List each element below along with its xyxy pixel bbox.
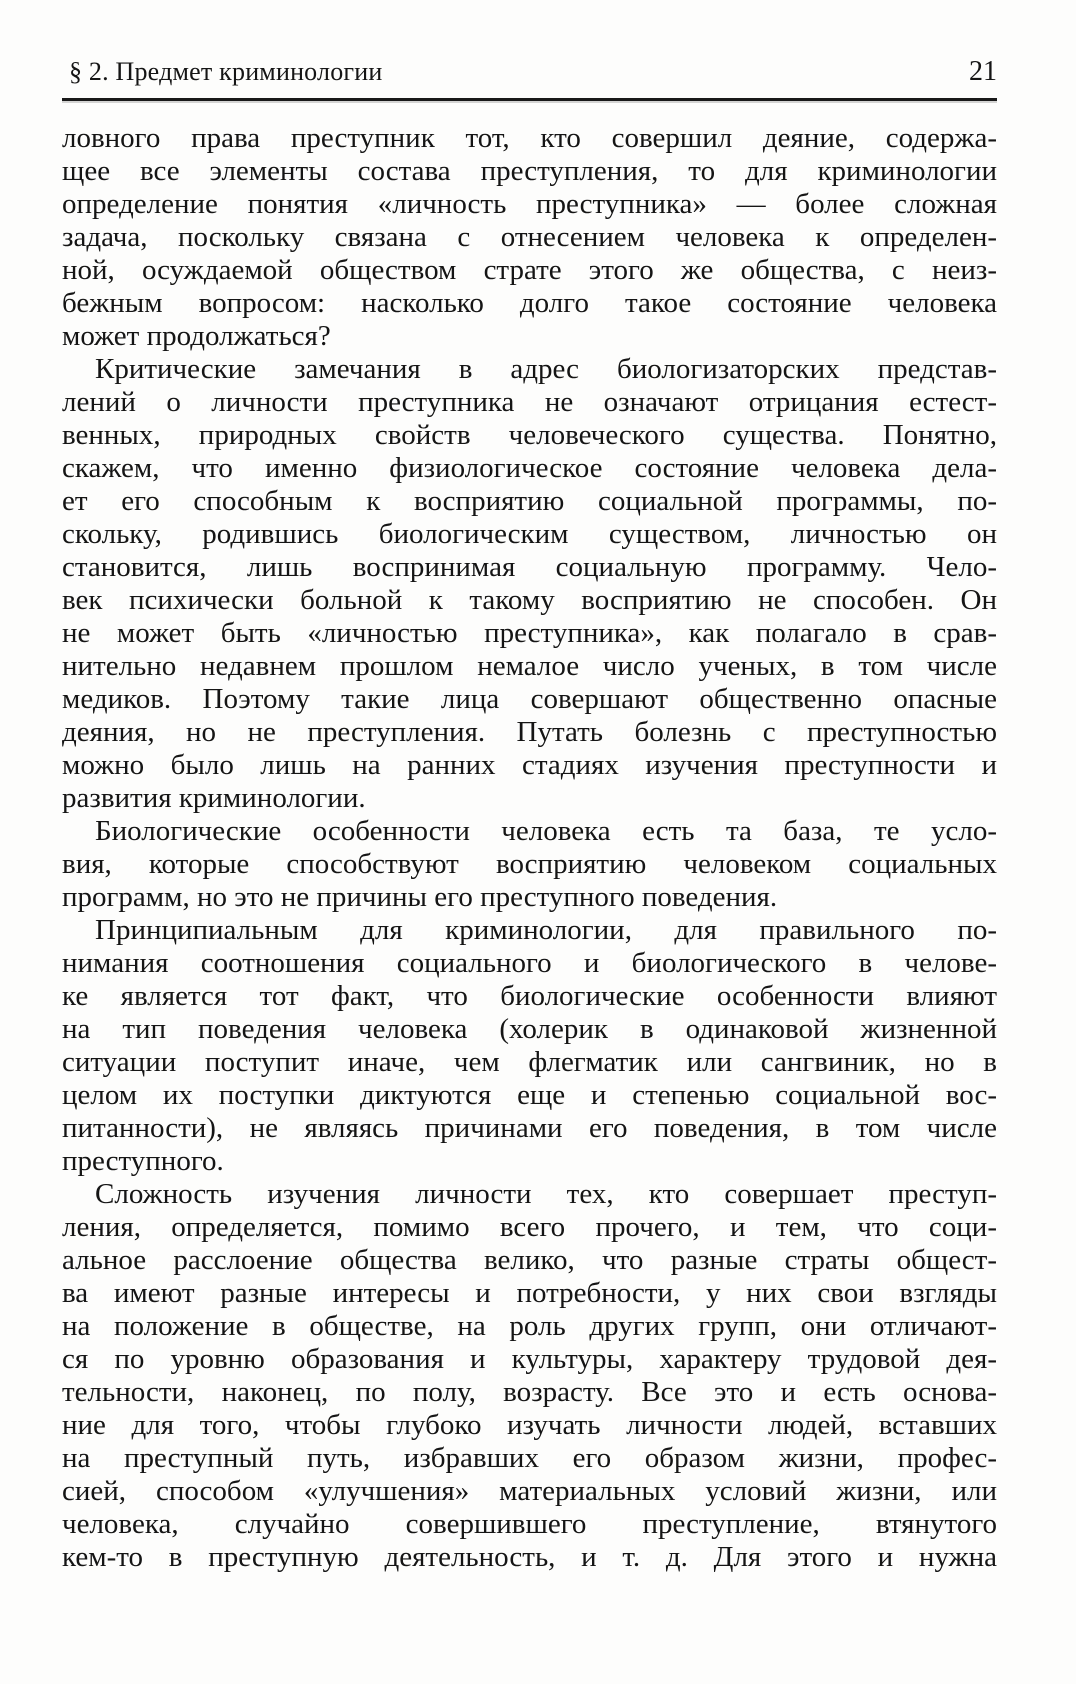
text-line: преступного. [62,1145,224,1177]
page-body [62,122,997,1574]
text-line: не может быть «личностью преступника», как полагало в срав- [62,617,997,649]
text-line: программ, но это не причины его преступного поведения. [62,881,778,913]
paragraph [62,1178,997,1574]
text-line: задача, поскольку связана с отнесением человека к определен- [62,221,997,253]
text-line: ке является тот факт, что биологические особенности влияют [62,980,997,1012]
text-line: ления, определяется, помимо всего прочего, и тем, что соци- [62,1211,997,1243]
text-line: человека, случайно совершившего преступление, втянутого [62,1508,997,1540]
text-line: вия, которые способствуют восприятию человеком социальных [62,848,997,880]
text-line: лений о личности преступника не означают отрицания естест- [62,386,997,418]
text-line: век психически больной к такому восприятию не способен. Он [62,584,997,616]
paragraph [62,353,997,815]
text-line: ной, осуждаемой обществом страте этого же общества, с неиз- [62,254,997,286]
text-line: кем-то в преступную деятельность, и т. д. Для этого и нужна [62,1541,997,1573]
text-line: тельности, наконец, по полу, возрасту. Все это и есть основа- [62,1376,997,1408]
paragraph [62,122,997,353]
text-line: может продолжаться? [62,320,331,352]
text-line: сией, способом «улучшения» материальных условий жизни, или [62,1475,997,1507]
text-line: на преступный путь, избравших его образом жизни, профес- [62,1442,997,1474]
text-line: Сложность изучения личности тех, кто совершает преступ- [95,1178,997,1210]
text-line: развития криминологии. [62,782,366,814]
text-line: определение понятия «личность преступника» — более сложная [62,188,997,220]
text-line: целом их поступки диктуются еще и степенью социальной вос- [62,1079,997,1111]
section-title: § 2. Предмет криминологии [69,57,383,86]
text-line: Принципиальным для криминологии, для правильного по- [95,914,997,946]
text-line: нительно недавнем прошлом немалое число ученых, в том числе [62,650,997,682]
text-line: щее все элементы состава преступления, то для криминологии [62,155,997,187]
text-line: скажем, что именно физиологическое состояние человека дела- [62,452,997,484]
text-line: Биологические особенности человека есть та база, те усло- [95,815,997,847]
text-line: бежным вопросом: насколько долго такое состояние человека [62,287,997,319]
text-line: питанности), не являясь причинами его поведения, в том числе [62,1112,997,1144]
text-line: на положение в обществе, на роль других групп, они отличают- [62,1310,997,1342]
text-line: венных, природных свойств человеческого существа. Понятно, [62,419,997,451]
text-line: альное расслоение общества велико, что разные страты общест- [62,1244,997,1276]
page-number: 21 [969,56,997,87]
text-line: ся по уровню образования и культуры, характеру трудовой дея- [62,1343,997,1375]
text-line: ситуации поступит иначе, чем флегматик или сангвиник, но в [62,1046,997,1078]
text-line: нимания соотношения социального и биологического в челове- [62,947,997,979]
text-line: ловного права преступник тот, кто совершил деяние, содержа- [62,122,997,154]
text-line: Критические замечания в адрес биологизаторских представ- [95,353,997,385]
text-line: можно было лишь на ранних стадиях изучения преступности и [62,749,997,781]
text-line: на тип поведения человека (холерик в одинаковой жизненной [62,1013,997,1045]
paragraph [62,815,997,914]
text-line: ние для того, чтобы глубоко изучать личности людей, вставших [62,1409,997,1441]
header-rule [62,98,997,101]
text-line: скольку, родившись биологическим существом, личностью он [62,518,997,550]
paragraph [62,914,997,1178]
text-line: становится, лишь воспринимая социальную программу. Чело- [62,551,997,583]
text-line: ет его способным к восприятию социальной программы, по- [62,485,997,517]
page-header [62,56,997,88]
text-line: ва имеют разные интересы и потребности, у них свои взгляды [62,1277,997,1309]
text-line: медиков. Поэтому такие лица совершают общественно опасные [62,683,997,715]
text-line: деяния, но не преступления. Путать болезнь с преступностью [62,716,997,748]
